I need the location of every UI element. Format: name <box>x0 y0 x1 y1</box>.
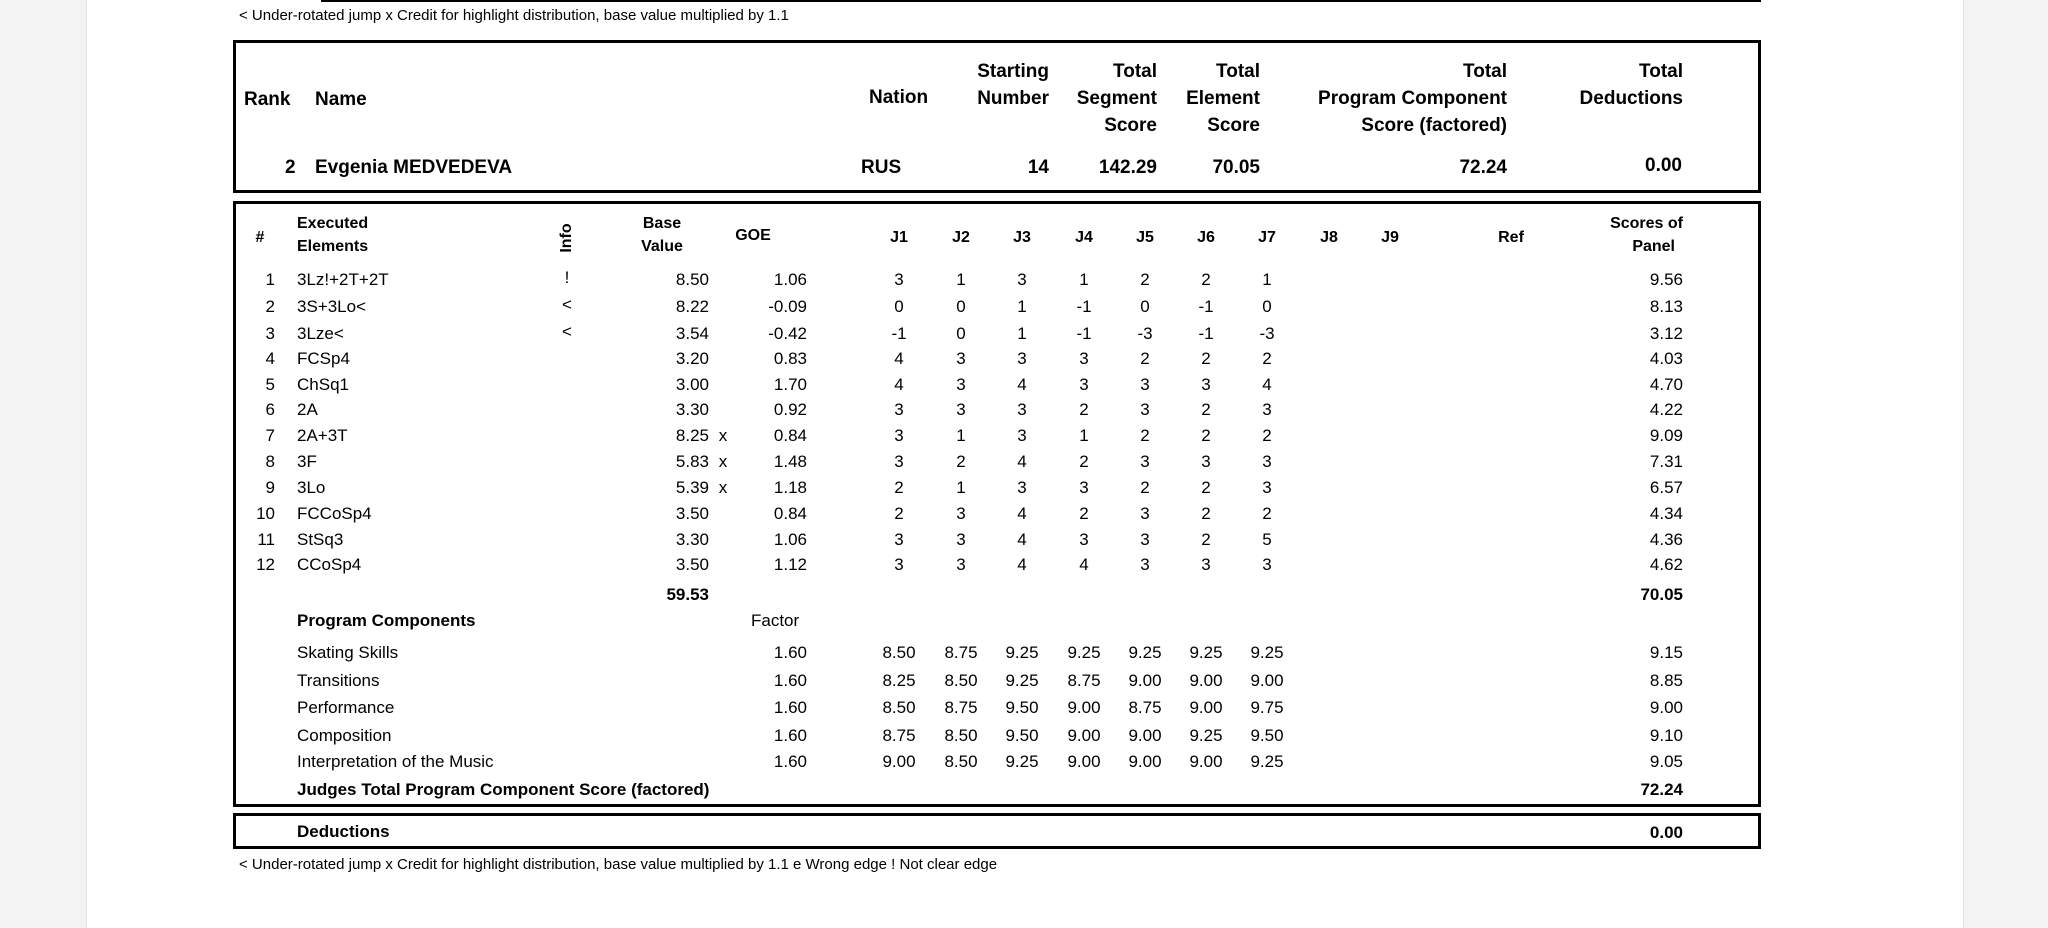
element-name: StSq3 <box>297 530 344 549</box>
element-name: ChSq1 <box>297 375 349 394</box>
header-tes-line2: Element <box>1186 88 1260 109</box>
element-bonus-flag: x <box>718 426 728 445</box>
element-goe: 1.18 <box>773 478 807 497</box>
header-goe: GOE <box>735 227 771 244</box>
element-number: 3 <box>265 324 275 343</box>
component-judge-score-j4: 9.25 <box>1067 643 1101 662</box>
element-name: 3Lo <box>297 478 326 497</box>
element-judge-score-j5: 3 <box>1140 530 1150 549</box>
element-number: 1 <box>265 270 275 289</box>
header-panel-line2: Panel <box>1632 238 1675 255</box>
element-base-value: 5.83 <box>675 452 709 471</box>
header-ref: Ref <box>1498 229 1524 246</box>
header-j4: J4 <box>1075 229 1093 246</box>
element-goe: 1.06 <box>773 270 807 289</box>
element-judge-score-j5: 2 <box>1140 349 1150 368</box>
element-judge-score-j1: 3 <box>894 555 904 574</box>
element-base-value: 3.50 <box>675 504 709 523</box>
factor-label: Factor <box>751 611 800 630</box>
header-starting-number-line1: Starting <box>977 61 1049 82</box>
element-number: 2 <box>265 297 275 316</box>
element-base-value: 8.50 <box>675 270 709 289</box>
base-value-total: 59.53 <box>666 585 709 604</box>
element-judge-score-j4: 3 <box>1079 530 1089 549</box>
component-judge-score-j3: 9.50 <box>1005 726 1039 745</box>
header-tes-line1: Total <box>1216 61 1260 82</box>
element-number: 7 <box>265 426 275 445</box>
element-number: 5 <box>265 375 275 394</box>
program-components-title: Program Components <box>297 611 476 630</box>
component-judge-score-j5: 9.00 <box>1128 671 1162 690</box>
element-judge-score-j5: 3 <box>1140 452 1150 471</box>
element-judge-score-j3: 4 <box>1017 452 1027 471</box>
element-name: 3S+3Lo< <box>297 297 367 316</box>
header-starting-number <box>947 58 1049 112</box>
element-base-value: 5.39 <box>675 478 709 497</box>
element-judge-score-j1: 2 <box>894 478 904 497</box>
element-name: 3Lze< <box>297 324 344 343</box>
element-panel-score: 4.03 <box>1649 349 1683 368</box>
deductions-label: Deductions <box>297 822 390 841</box>
component-factor: 1.60 <box>773 726 807 745</box>
element-judge-score-j4: 1 <box>1079 426 1089 445</box>
component-judge-score-j7: 9.00 <box>1250 671 1284 690</box>
component-panel-score: 9.10 <box>1649 726 1683 745</box>
top-rule <box>321 0 1761 2</box>
element-judge-score-j7: 3 <box>1262 555 1272 574</box>
element-judge-score-j6: 2 <box>1201 400 1211 419</box>
element-panel-score: 4.36 <box>1649 530 1683 549</box>
element-judge-score-j2: 3 <box>956 375 966 394</box>
header-pcs-line2: Program Component <box>1318 88 1507 109</box>
component-judge-score-j4: 9.00 <box>1067 726 1101 745</box>
element-panel-score: 4.22 <box>1649 400 1683 419</box>
element-judge-score-j2: 2 <box>956 452 966 471</box>
header-executed-line1: Executed <box>297 215 369 232</box>
element-judge-score-j6: -1 <box>1198 297 1214 316</box>
element-judge-score-j4: 2 <box>1079 504 1089 523</box>
component-judge-score-j6: 9.00 <box>1189 698 1223 717</box>
element-judge-score-j1: 0 <box>894 297 904 316</box>
element-judge-score-j3: 4 <box>1017 530 1027 549</box>
header-total-segment-score <box>1047 58 1157 139</box>
element-panel-score: 7.31 <box>1649 452 1683 471</box>
component-panel-score: 9.00 <box>1649 698 1683 717</box>
header-tss-line2: Segment <box>1076 88 1157 109</box>
judges-total-pcs-value: 72.24 <box>1640 780 1683 799</box>
element-judge-score-j5: 3 <box>1140 375 1150 394</box>
deductions-value: 0.00 <box>1649 823 1683 842</box>
element-judge-score-j4: 3 <box>1079 478 1089 497</box>
header-total-element-score <box>1147 58 1260 139</box>
element-base-value: 8.25 <box>675 426 709 445</box>
element-number: 11 <box>257 530 275 549</box>
element-name: 2A <box>297 400 318 419</box>
element-judge-score-j4: -1 <box>1076 297 1092 316</box>
element-judge-score-j5: 0 <box>1140 297 1150 316</box>
element-judge-score-j7: -3 <box>1259 324 1275 343</box>
component-judge-score-j1: 8.25 <box>882 671 916 690</box>
element-judge-score-j2: 3 <box>956 530 966 549</box>
skater-total-segment-score: 142.29 <box>1098 157 1157 178</box>
header-tes-line3: Score <box>1207 115 1260 136</box>
element-judge-score-j6: 3 <box>1201 555 1211 574</box>
element-judge-score-j3: 1 <box>1017 324 1027 343</box>
element-judge-score-j2: 3 <box>956 400 966 419</box>
element-judge-score-j5: 3 <box>1140 504 1150 523</box>
header-nation: Nation <box>869 87 929 108</box>
element-judge-score-j2: 0 <box>956 324 966 343</box>
component-judge-score-j7: 9.50 <box>1250 726 1284 745</box>
header-tss-line3: Score <box>1104 115 1157 136</box>
element-name: CCoSp4 <box>297 555 362 574</box>
header-base-value <box>632 212 692 258</box>
element-base-value: 3.00 <box>675 375 709 394</box>
score-sheet-page <box>86 0 1964 928</box>
element-name: FCCoSp4 <box>297 504 372 523</box>
element-panel-score: 4.70 <box>1649 375 1683 394</box>
element-judge-score-j3: 3 <box>1017 400 1027 419</box>
component-panel-score: 9.05 <box>1649 752 1683 771</box>
header-executed-line2: Elements <box>297 238 369 255</box>
element-judge-score-j6: 2 <box>1201 270 1211 289</box>
header-base-line2: Value <box>641 238 683 255</box>
component-judge-score-j4: 9.00 <box>1067 698 1101 717</box>
element-panel-score: 8.13 <box>1649 297 1683 316</box>
skater-nation: RUS <box>861 157 902 178</box>
element-base-value: 8.22 <box>675 297 709 316</box>
element-judge-score-j4: -1 <box>1076 324 1092 343</box>
header-name: Name <box>315 89 367 110</box>
element-judge-score-j4: 2 <box>1079 452 1089 471</box>
element-goe: 1.48 <box>773 452 807 471</box>
element-judge-score-j5: 3 <box>1140 400 1150 419</box>
element-info-flag: ! <box>564 268 570 287</box>
element-judge-score-j3: 3 <box>1017 349 1027 368</box>
component-panel-score: 8.85 <box>1649 671 1683 690</box>
component-judge-score-j3: 9.25 <box>1005 643 1039 662</box>
element-goe: 0.84 <box>773 504 807 523</box>
component-judge-score-j3: 9.25 <box>1005 671 1039 690</box>
header-pcs-line3: Score (factored) <box>1361 115 1507 136</box>
element-judge-score-j6: 2 <box>1201 478 1211 497</box>
element-judge-score-j7: 5 <box>1262 530 1272 549</box>
element-name: 3F <box>297 452 317 471</box>
element-bonus-flag: x <box>718 452 728 471</box>
deductions-box <box>233 813 1761 849</box>
header-info: Info <box>558 223 575 253</box>
element-judge-score-j2: 3 <box>956 555 966 574</box>
element-number: 8 <box>265 452 275 471</box>
element-judge-score-j5: 3 <box>1140 555 1150 574</box>
component-judge-score-j4: 9.00 <box>1067 752 1101 771</box>
element-name: 2A+3T <box>297 426 348 445</box>
skater-starting-number: 14 <box>1027 157 1049 178</box>
component-name: Transitions <box>297 671 380 690</box>
component-judge-score-j5: 9.25 <box>1128 643 1162 662</box>
element-judge-score-j7: 3 <box>1262 478 1272 497</box>
component-name: Performance <box>297 698 395 717</box>
header-scores-of-panel <box>1567 212 1683 258</box>
header-ded-line1: Total <box>1639 61 1683 82</box>
element-judge-score-j6: -1 <box>1198 324 1214 343</box>
component-judge-score-j2: 8.75 <box>944 643 978 662</box>
component-judge-score-j6: 9.25 <box>1189 726 1223 745</box>
component-judge-score-j2: 8.50 <box>944 671 978 690</box>
element-goe: -0.09 <box>768 297 807 316</box>
component-judge-score-j5: 8.75 <box>1128 698 1162 717</box>
element-judge-score-j1: 2 <box>894 504 904 523</box>
element-panel-score: 3.12 <box>1649 324 1683 343</box>
element-goe: 0.84 <box>773 426 807 445</box>
component-factor: 1.60 <box>773 752 807 771</box>
component-judge-score-j7: 9.25 <box>1250 643 1284 662</box>
component-judge-score-j3: 9.50 <box>1005 698 1039 717</box>
element-number: 12 <box>256 555 275 574</box>
element-judge-score-j5: 2 <box>1140 270 1150 289</box>
header-j9: J9 <box>1381 229 1399 246</box>
component-judge-score-j7: 9.25 <box>1250 752 1284 771</box>
component-judge-score-j2: 8.75 <box>944 698 978 717</box>
element-judge-score-j4: 1 <box>1079 270 1089 289</box>
component-judge-score-j4: 8.75 <box>1067 671 1101 690</box>
header-j3: J3 <box>1013 229 1031 246</box>
element-judge-score-j1: -1 <box>891 324 907 343</box>
element-number: 6 <box>265 400 275 419</box>
header-total-program-component-score <box>1287 58 1507 139</box>
element-goe: 1.06 <box>773 530 807 549</box>
element-judge-score-j2: 3 <box>956 504 966 523</box>
element-judge-score-j7: 2 <box>1262 349 1272 368</box>
element-judge-score-j2: 1 <box>956 478 966 497</box>
component-judge-score-j3: 9.25 <box>1005 752 1039 771</box>
skater-rank: 2 <box>285 157 296 178</box>
element-base-value: 3.54 <box>675 324 709 343</box>
component-judge-score-j7: 9.75 <box>1250 698 1284 717</box>
header-starting-number-line2: Number <box>977 88 1049 109</box>
component-panel-score: 9.15 <box>1649 643 1683 662</box>
element-judge-score-j2: 0 <box>956 297 966 316</box>
component-judge-score-j1: 9.00 <box>882 752 916 771</box>
component-judge-score-j5: 9.00 <box>1128 726 1162 745</box>
element-judge-score-j7: 0 <box>1262 297 1272 316</box>
component-judge-score-j6: 9.00 <box>1189 671 1223 690</box>
header-panel-line1: Scores of <box>1610 215 1683 232</box>
element-judge-score-j6: 3 <box>1201 375 1211 394</box>
component-judge-score-j1: 8.50 <box>882 643 916 662</box>
element-base-value: 3.30 <box>675 530 709 549</box>
component-judge-score-j5: 9.00 <box>1128 752 1162 771</box>
element-judge-score-j6: 2 <box>1201 530 1211 549</box>
header-j6: J6 <box>1197 229 1215 246</box>
element-judge-score-j6: 3 <box>1201 452 1211 471</box>
component-name: Interpretation of the Music <box>297 752 494 771</box>
element-goe: 0.83 <box>773 349 807 368</box>
element-panel-score: 4.62 <box>1649 555 1683 574</box>
header-j8: J8 <box>1320 229 1338 246</box>
element-judge-score-j5: 2 <box>1140 426 1150 445</box>
element-judge-score-j2: 1 <box>956 270 966 289</box>
element-judge-score-j4: 3 <box>1079 375 1089 394</box>
component-judge-score-j6: 9.25 <box>1189 643 1223 662</box>
header-j1: J1 <box>890 229 908 246</box>
skater-program-component-score: 72.24 <box>1459 157 1507 178</box>
header-rank: Rank <box>244 89 291 110</box>
component-factor: 1.60 <box>773 643 807 662</box>
element-judge-score-j3: 4 <box>1017 375 1027 394</box>
component-judge-score-j2: 8.50 <box>944 752 978 771</box>
element-judge-score-j1: 3 <box>894 270 904 289</box>
element-name: 3Lz!+2T+2T <box>297 270 389 289</box>
component-name: Composition <box>297 726 392 745</box>
element-judge-score-j4: 3 <box>1079 349 1089 368</box>
element-goe: 0.92 <box>773 400 807 419</box>
element-judge-score-j1: 3 <box>894 452 904 471</box>
element-judge-score-j7: 1 <box>1262 270 1272 289</box>
element-judge-score-j5: -3 <box>1137 324 1153 343</box>
element-base-value: 3.30 <box>675 400 709 419</box>
element-judge-score-j1: 4 <box>894 349 904 368</box>
element-judge-score-j1: 3 <box>894 530 904 549</box>
element-judge-score-j3: 4 <box>1017 504 1027 523</box>
element-base-value: 3.50 <box>675 555 709 574</box>
component-judge-score-j6: 9.00 <box>1189 752 1223 771</box>
component-name: Skating Skills <box>297 643 399 662</box>
element-goe: -0.42 <box>768 324 807 343</box>
element-judge-score-j5: 2 <box>1140 478 1150 497</box>
element-number: 9 <box>265 478 275 497</box>
element-judge-score-j1: 3 <box>894 426 904 445</box>
header-executed-elements <box>297 212 368 258</box>
skater-name: Evgenia MEDVEDEVA <box>315 157 513 178</box>
element-judge-score-j6: 2 <box>1201 504 1211 523</box>
component-judge-score-j1: 8.75 <box>882 726 916 745</box>
element-judge-score-j4: 4 <box>1079 555 1089 574</box>
element-name: FCSp4 <box>297 349 350 368</box>
element-judge-score-j7: 4 <box>1262 375 1272 394</box>
element-judge-score-j3: 3 <box>1017 270 1027 289</box>
element-judge-score-j7: 3 <box>1262 400 1272 419</box>
element-judge-score-j3: 4 <box>1017 555 1027 574</box>
element-panel-score: 6.57 <box>1649 478 1683 497</box>
skater-total-element-score: 70.05 <box>1212 157 1260 178</box>
element-number: 4 <box>265 349 275 368</box>
component-judge-score-j1: 8.50 <box>882 698 916 717</box>
component-judge-score-j2: 8.50 <box>944 726 978 745</box>
panel-score-total: 70.05 <box>1640 585 1683 604</box>
component-factor: 1.60 <box>773 671 807 690</box>
element-judge-score-j1: 4 <box>894 375 904 394</box>
top-legend: < Under-rotated jump x Credit for highlight distribution, base value multiplied by 1.1 <box>239 7 789 24</box>
header-j5: J5 <box>1136 229 1154 246</box>
header-j2: J2 <box>952 229 970 246</box>
element-judge-score-j6: 2 <box>1201 426 1211 445</box>
element-judge-score-j4: 2 <box>1079 400 1089 419</box>
header-pcs-line1: Total <box>1463 61 1507 82</box>
bottom-legend: < Under-rotated jump x Credit for highlight distribution, base value multiplied by 1.1 e Wrong edge ! Not clear edge <box>239 856 998 873</box>
element-number: 10 <box>256 504 275 523</box>
component-factor: 1.60 <box>773 698 807 717</box>
element-judge-score-j6: 2 <box>1201 349 1211 368</box>
element-judge-score-j3: 3 <box>1017 426 1027 445</box>
element-judge-score-j2: 1 <box>956 426 966 445</box>
header-element-number: # <box>255 229 265 246</box>
judges-total-pcs-label: Judges Total Program Component Score (factored) <box>297 780 710 799</box>
header-ded-line2: Deductions <box>1579 88 1683 109</box>
header-tss-line1: Total <box>1113 61 1157 82</box>
element-judge-score-j3: 3 <box>1017 478 1027 497</box>
element-base-value: 3.20 <box>675 349 709 368</box>
element-goe: 1.70 <box>773 375 807 394</box>
element-panel-score: 4.34 <box>1649 504 1683 523</box>
element-panel-score: 9.09 <box>1649 426 1683 445</box>
header-total-deductions <box>1527 58 1683 112</box>
element-judge-score-j3: 1 <box>1017 297 1027 316</box>
element-info-flag: < <box>562 322 572 341</box>
element-judge-score-j7: 3 <box>1262 452 1272 471</box>
element-info-flag: < <box>562 295 572 314</box>
element-bonus-flag: x <box>718 478 728 497</box>
element-judge-score-j1: 3 <box>894 400 904 419</box>
skater-total-deductions: 0.00 <box>1645 155 1682 176</box>
element-judge-score-j7: 2 <box>1262 504 1272 523</box>
header-j7: J7 <box>1258 229 1276 246</box>
header-base-line1: Base <box>642 215 682 232</box>
element-panel-score: 9.56 <box>1649 270 1683 289</box>
element-judge-score-j7: 2 <box>1262 426 1272 445</box>
element-goe: 1.12 <box>773 555 807 574</box>
element-judge-score-j2: 3 <box>956 349 966 368</box>
